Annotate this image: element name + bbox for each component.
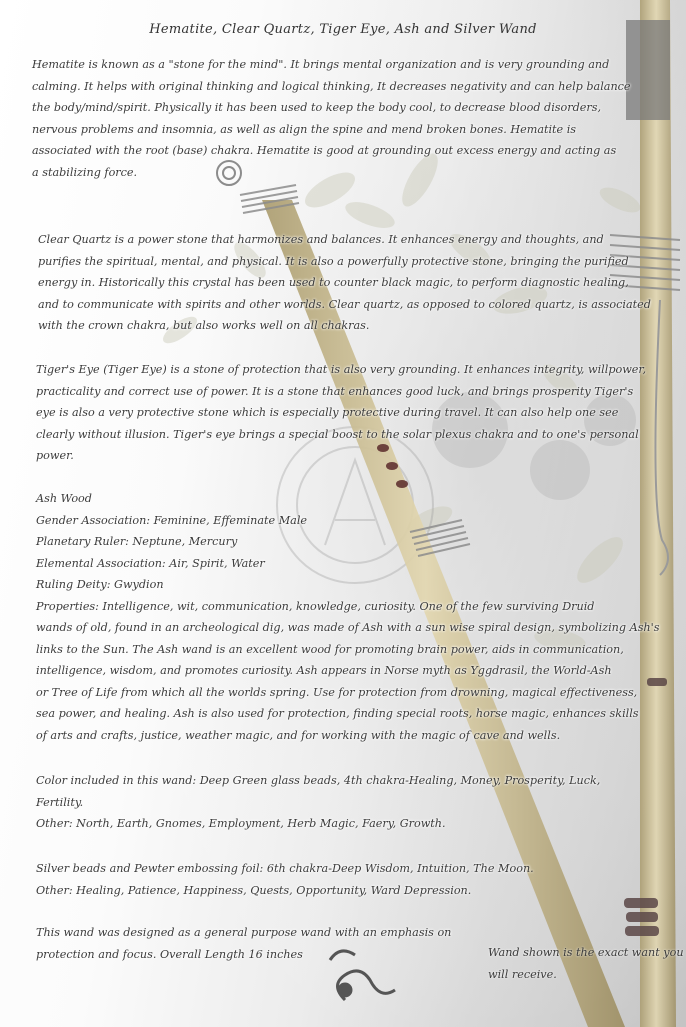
color-paragraph: Color included in this wand: Deep Green glass beads, 4th chakra-Healing, Money, Prosperity, Luck, Fertility. Other: North, Earth, Gnomes, Employment, Herb Magic, Faery, Growth.: [36, 774, 601, 830]
clear-quartz-paragraph: Clear Quartz is a power stone that harmonizes and balances. It enhances energy and thoughts, and purifies the spiritual, mental, and physical. It is also a powerfully protective stone, bringing the purified energy in. Historically this crystal has been used to counter black magic, to perform diagnostic healing, and to communicate with spirits and other worlds. Clear quartz, as opposed to colored quartz, is associated with the crown chakra, but also works well on all chakras.: [38, 233, 651, 332]
silver-paragraph: Silver beads and Pewter embossing foil: 6th chakra-Deep Wisdom, Intuition, The Moon. Other: Healing, Patience, Happiness, Quests, Opportunity, Ward Depression.: [36, 862, 534, 897]
design-paragraph: This wand was designed as a general purpose wand with an emphasis on protection and focus. Overall Length 16 inches: [36, 926, 452, 961]
ash-wood-section: Ash Wood Gender Association: Feminine, Effeminate Male Planetary Ruler: Neptune, Mercury Elemental Association: Air, Spirit, Water Ruling Deity: Gwydion Properties: Intelligence, wit, communication, knowledge, curiosity. One of the few surviving Druid wands of old, found in an archeological dig, was made of Ash with a sun wise spiral design, symbolizing Ash's links to the Sun. The Ash wand is an excellent wood for promoting brain power, aids in communication, intelligence, wisdom, and promotes curiosity. Ash appears in Norse myth as Yggdrasil, the World-Ash or Tree of Life from which all the worlds spring. Use for protection from drowning, magical effectiveness, sea power, and healing. Ash is also used for protection, finding special roots, horse magic, enhances skills of arts and crafts, justice, weather magic, and for working with the magic of cave and wells.: [36, 492, 660, 742]
wand-shown-note: Wand shown is the exact want you will receive.: [488, 946, 684, 981]
hematite-paragraph: Hematite is known as a "stone for the mind". It brings mental organization and is very grounding and calming. It helps with original thinking and logical thinking, It decreases negativity and can help balance the body/mind/spirit. Physically it has been used to keep the body cool, to decrease blood disorders, nervous problems and insomnia, as well as align the spine and mend broken bones. Hematite is associated with the root (base) chakra. Hematite is good at grounding out excess energy and acting as a stabilizing force.: [32, 58, 631, 179]
page-title: Hematite, Clear Quartz, Tiger Eye, Ash and Silver Wand: [149, 22, 537, 37]
tigers-eye-paragraph: Tiger's Eye (Tiger Eye) is a stone of protection that is also very grounding. It enhances integrity, willpower, practicality and correct use of power. It is a stone that enhances good luck, and brings prosperity Tiger's eye is also a very protective stone which is especially protective during travel. It can also help one see clearly without illusion. Tiger's eye brings a special boost to the solar plexus chakra and to one's personal power.: [36, 363, 647, 462]
